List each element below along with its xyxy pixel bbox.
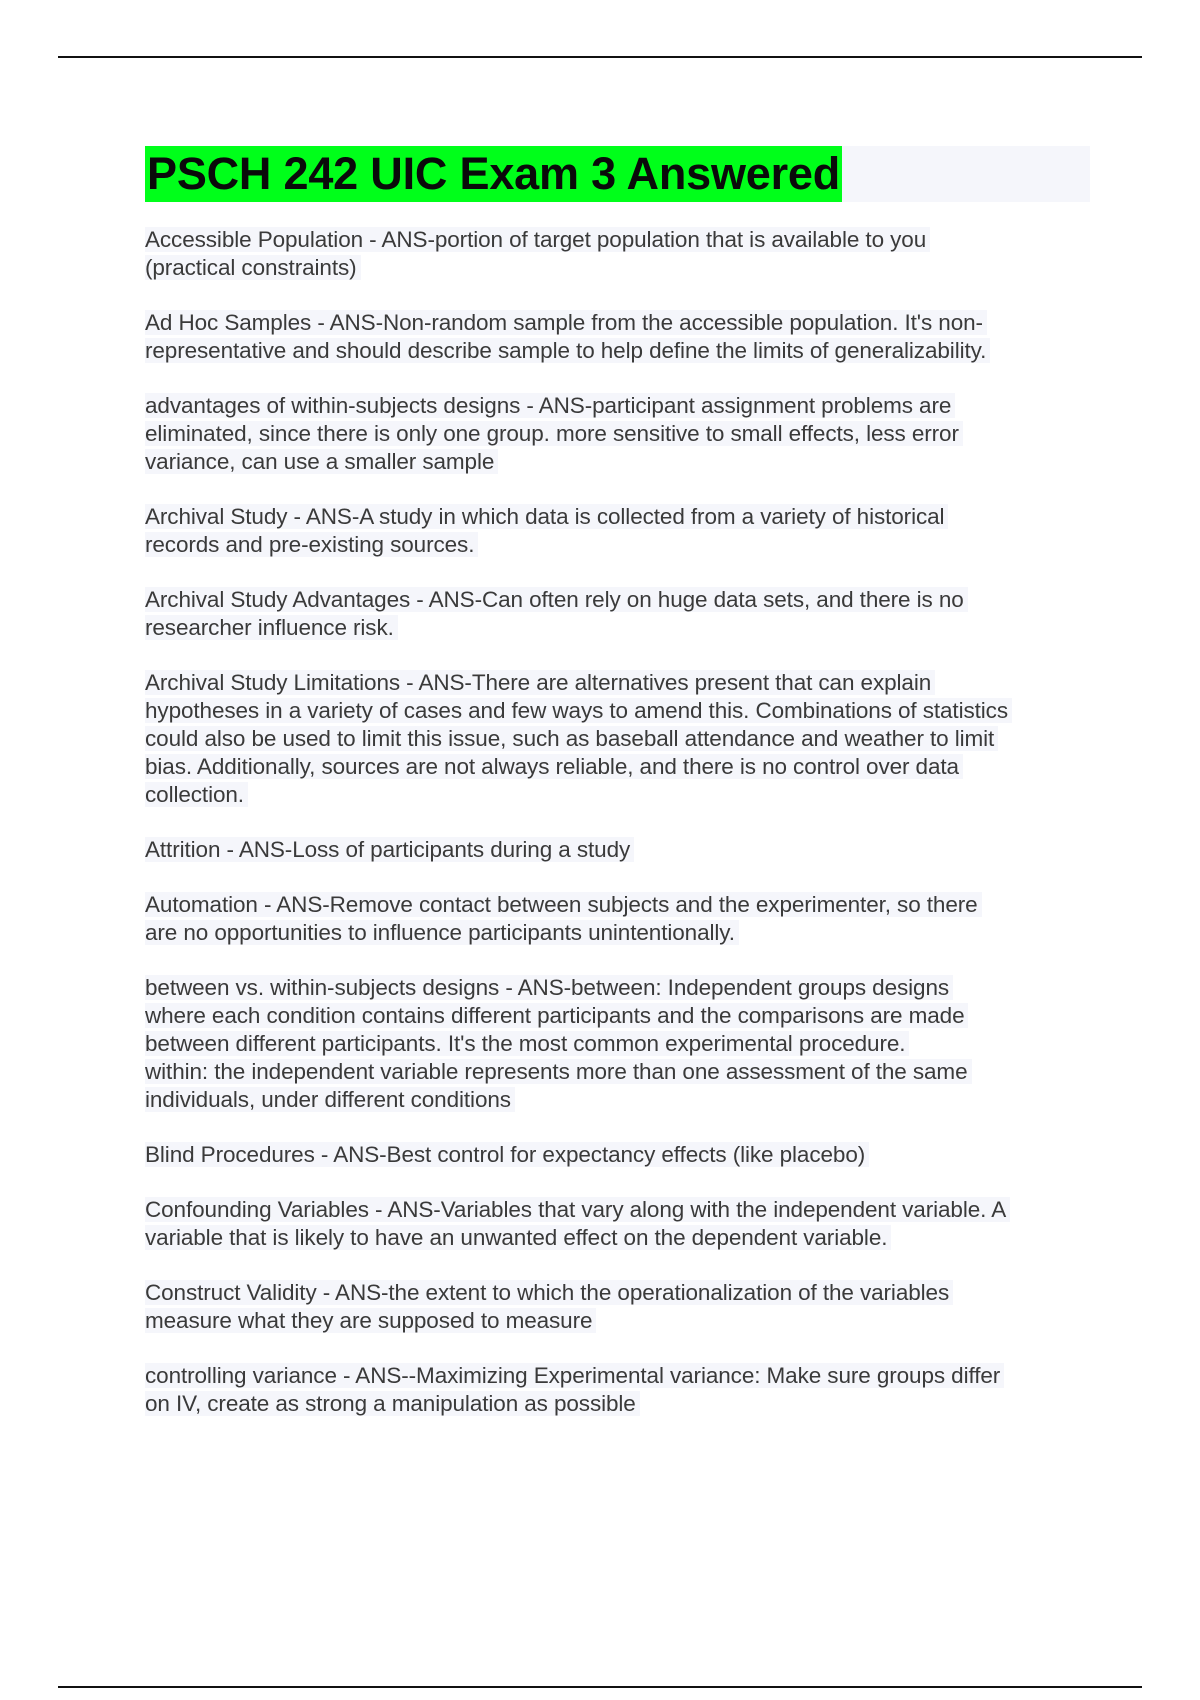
entry-line xyxy=(145,1390,1090,1418)
entry-line-text: records and pre-existing sources. xyxy=(145,532,478,557)
bottom-rule xyxy=(58,1686,1142,1688)
entry-line xyxy=(145,753,1090,781)
entry-line xyxy=(145,503,1090,531)
entry-line-text: Attrition - ANS-Loss of participants during a study xyxy=(145,837,634,862)
document-body xyxy=(145,146,1090,1445)
entry-line xyxy=(145,1086,1090,1114)
entry-line-text: advantages of within-subjects designs - ANS-participant assignment problems are xyxy=(145,393,955,418)
glossary-entry xyxy=(145,1362,1090,1418)
top-rule xyxy=(58,56,1142,58)
entry-line-text: are no opportunities to influence participants unintentionally. xyxy=(145,920,739,945)
entry-line xyxy=(145,1058,1090,1086)
title-band xyxy=(145,146,1090,202)
entry-line xyxy=(145,1196,1090,1224)
entry-line-text: Construct Validity - ANS-the extent to which the operationalization of the variables xyxy=(145,1280,953,1305)
entry-line xyxy=(145,891,1090,919)
entry-line-text: could also be used to limit this issue, such as baseball attendance and weather to limit xyxy=(145,726,998,751)
entry-line xyxy=(145,1002,1090,1030)
entry-line xyxy=(145,337,1090,365)
entry-line xyxy=(145,448,1090,476)
entry-line xyxy=(145,392,1090,420)
entry-line-text: (practical constraints) xyxy=(145,255,361,280)
entry-line-text: within: the independent variable represents more than one assessment of the same xyxy=(145,1059,972,1084)
glossary-entry xyxy=(145,309,1090,365)
entry-line-text: Ad Hoc Samples - ANS-Non-random sample from the accessible population. It's non- xyxy=(145,310,987,335)
entry-line-text: Confounding Variables - ANS-Variables that vary along with the independent variable. A xyxy=(145,1197,1010,1222)
entry-line xyxy=(145,1141,1090,1169)
entry-line xyxy=(145,836,1090,864)
entry-line-text: on IV, create as strong a manipulation as possible xyxy=(145,1391,640,1416)
glossary-entry xyxy=(145,503,1090,559)
glossary-entry xyxy=(145,974,1090,1114)
entry-line-text: measure what they are supposed to measure xyxy=(145,1308,596,1333)
glossary-entry xyxy=(145,1141,1090,1169)
entry-line-text: Accessible Population - ANS-portion of target population that is available to you xyxy=(145,227,930,252)
entry-line-text: Archival Study - ANS-A study in which data is collected from a variety of historical xyxy=(145,504,948,529)
entry-line xyxy=(145,586,1090,614)
entry-line-text: eliminated, since there is only one group. more sensitive to small effects, less error xyxy=(145,421,963,446)
entry-line xyxy=(145,1224,1090,1252)
entry-line-text: researcher influence risk. xyxy=(145,615,398,640)
entry-line xyxy=(145,531,1090,559)
entry-line-text: between different participants. It's the most common experimental procedure. xyxy=(145,1031,909,1056)
entry-line-text: bias. Additionally, sources are not always reliable, and there is no control over data xyxy=(145,754,963,779)
entry-line xyxy=(145,309,1090,337)
entry-line-text: representative and should describe sample to help define the limits of generalizability. xyxy=(145,338,990,363)
entry-line xyxy=(145,254,1090,282)
entry-line-text: collection. xyxy=(145,782,248,807)
entry-line xyxy=(145,1307,1090,1335)
entry-line-text: where each condition contains different participants and the comparisons are made xyxy=(145,1003,968,1028)
entry-line xyxy=(145,226,1090,254)
entry-line-text: Archival Study Advantages - ANS-Can often rely on huge data sets, and there is no xyxy=(145,587,968,612)
entry-line xyxy=(145,1030,1090,1058)
entry-line xyxy=(145,420,1090,448)
entry-line-text: controlling variance - ANS--Maximizing Experimental variance: Make sure groups differ xyxy=(145,1363,1004,1388)
entry-line-text: variable that is likely to have an unwanted effect on the dependent variable. xyxy=(145,1225,891,1250)
entry-line-text: Archival Study Limitations - ANS-There are alternatives present that can explain xyxy=(145,670,935,695)
glossary-list xyxy=(145,226,1090,1418)
glossary-entry xyxy=(145,226,1090,282)
entry-line xyxy=(145,919,1090,947)
entry-line xyxy=(145,669,1090,697)
entry-line xyxy=(145,614,1090,642)
entry-line-text: hypotheses in a variety of cases and few ways to amend this. Combinations of statistics xyxy=(145,698,1012,723)
document-title: PSCH 242 UIC Exam 3 Answered xyxy=(145,146,842,202)
entry-line xyxy=(145,974,1090,1002)
entry-line xyxy=(145,1362,1090,1390)
entry-line-text: individuals, under different conditions xyxy=(145,1087,515,1112)
entry-line-text: Automation - ANS-Remove contact between subjects and the experimenter, so there xyxy=(145,892,982,917)
entry-line xyxy=(145,725,1090,753)
glossary-entry xyxy=(145,669,1090,809)
entry-line xyxy=(145,1279,1090,1307)
glossary-entry xyxy=(145,1196,1090,1252)
glossary-entry xyxy=(145,1279,1090,1335)
glossary-entry xyxy=(145,586,1090,642)
entry-line-text: variance, can use a smaller sample xyxy=(145,449,498,474)
glossary-entry xyxy=(145,392,1090,476)
entry-line-text: Blind Procedures - ANS-Best control for expectancy effects (like placebo) xyxy=(145,1142,869,1167)
entry-line xyxy=(145,697,1090,725)
entry-line xyxy=(145,781,1090,809)
glossary-entry xyxy=(145,891,1090,947)
glossary-entry xyxy=(145,836,1090,864)
entry-line-text: between vs. within-subjects designs - ANS-between: Independent groups designs xyxy=(145,975,953,1000)
